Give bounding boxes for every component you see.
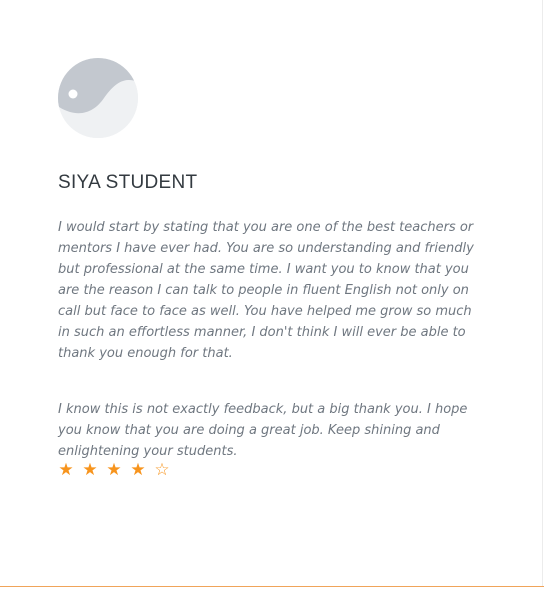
avatar xyxy=(58,58,138,138)
testimonial-paragraph-1: I would start by stating that you are one of the best teachers or mentors I have ever had. You are so understanding and friendly but professional at the same time. I want you to know that you are the reason I can talk to people in fluent English not only on call but face to face as well. You have helped me grow so much in such an effortless manner, I don't think I will ever be able to thank you enough for that. xyxy=(58,220,474,361)
testimonial-paragraph-2: I know this is not exactly feedback, but a big thank you. I hope you know that you are doing a great job. Keep shining and enlightening your students. xyxy=(58,402,468,459)
star-filled-icon: ★ xyxy=(106,460,122,480)
star-filled-icon: ★ xyxy=(58,460,74,480)
reviewer-name: SIYA STUDENT xyxy=(58,172,198,193)
accent-divider xyxy=(0,586,544,587)
default-user-avatar-icon xyxy=(58,58,138,138)
star-filled-icon: ★ xyxy=(82,460,98,480)
star-empty-icon: ☆ xyxy=(154,460,170,480)
star-rating xyxy=(57,460,171,480)
star-filled-icon: ★ xyxy=(130,460,146,480)
